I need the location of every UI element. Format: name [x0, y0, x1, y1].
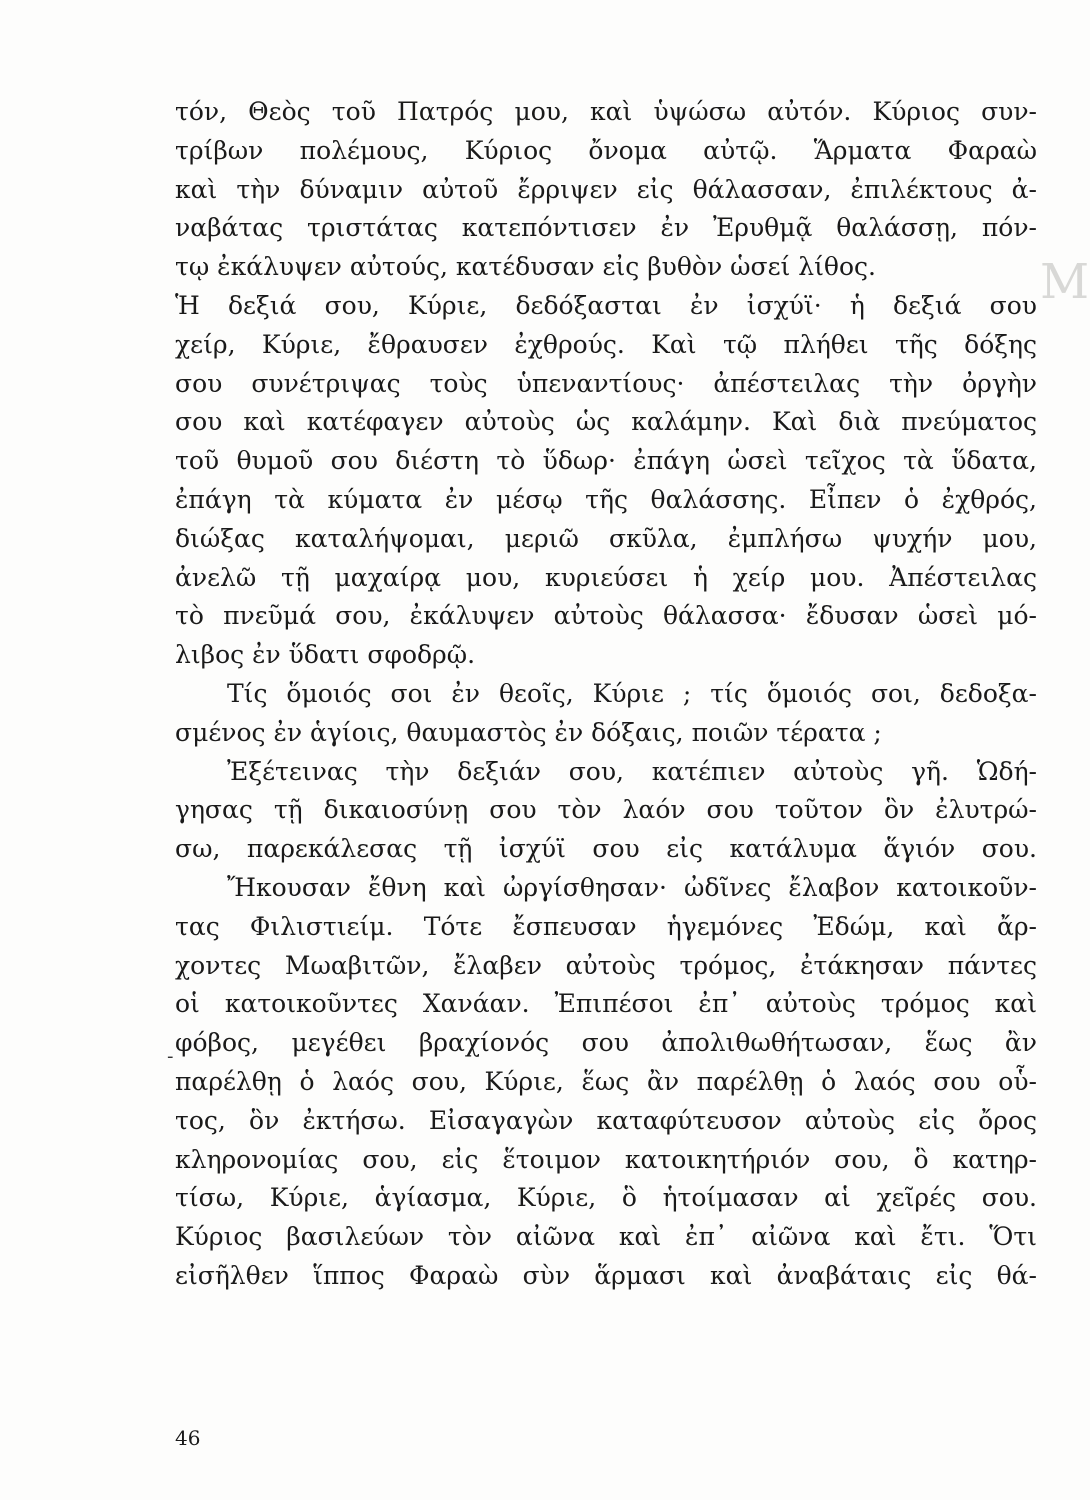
- margin-mark: -: [167, 1046, 174, 1067]
- text-line: γησας τῇ δικαιοσύνῃ σου τὸν λαόν σου τοῦτον ὃν ἐλυτρώ-: [175, 795, 1037, 825]
- text-line: ἐπάγη τὰ κύματα ἐν μέσῳ τῆς θαλάσσης. Εἶπεν ὁ ἐχθρός,: [175, 484, 1037, 514]
- text-line: τρίβων πολέμους, Κύριος ὄνομα αὐτῷ. Ἅρματα Φαραὼ: [175, 135, 1037, 165]
- text-line: χοντες Μωαβιτῶν, ἔλαβεν αὐτοὺς τρόμος, ἐτάκησαν πάντες: [175, 950, 1037, 980]
- text-line: Ἤκουσαν ἔθνη καὶ ὠργίσθησαν· ὠδῖνες ἔλαβον κατοικοῦν-: [227, 872, 1037, 902]
- text-line: σω, παρεκάλεσας τῇ ἰσχύϊ σου εἰς κατάλυμα ἅγιόν σου.: [175, 834, 1037, 864]
- text-line: φόβος, μεγέθει βραχίονός σου ἀπολιθωθήτωσαν, ἕως ἂν: [175, 1028, 1037, 1058]
- text-line: παρέλθῃ ὁ λαός σου, Κύριε, ἕως ἂν παρέλθῃ ὁ λαός σου οὗ-: [175, 1066, 1037, 1096]
- body-text: [175, 93, 1037, 1296]
- text-line: Ἡ δεξιά σου, Κύριε, δεδόξασται ἐν ἰσχύϊ· ἡ δεξιά σου: [175, 290, 1037, 320]
- text-line: εἰσῆλθεν ἵππος Φαραὼ σὺν ἅρμασι καὶ ἀναβάταις εἰς θά-: [175, 1260, 1037, 1290]
- text-line: τοῦ θυμοῦ σου διέστη τὸ ὕδωρ· ἐπάγη ὡσεὶ τεῖχος τὰ ὕδατα,: [175, 446, 1037, 476]
- text-line: οἱ κατοικοῦντες Χανάαν. Ἐπιπέσοι ἐπ᾽ αὐτοὺς τρόμος καὶ: [175, 989, 1037, 1019]
- text-line: τίσω, Κύριε, ἁγίασμα, Κύριε, ὃ ἡτοίμασαν αἱ χεῖρές σου.: [175, 1183, 1037, 1213]
- text-line: καὶ τὴν δύναμιν αὐτοῦ ἔρριψεν εἰς θάλασσαν, ἐπιλέκτους ἀ-: [175, 174, 1037, 204]
- page-number: 46: [175, 1426, 201, 1450]
- text-line: Τίς ὅμοιός σοι ἐν θεοῖς, Κύριε ; τίς ὅμοιός σοι, δεδοξα-: [227, 678, 1037, 708]
- text-line: χείρ, Κύριε, ἔθραυσεν ἐχθρούς. Καὶ τῷ πλήθει τῆς δόξης: [175, 329, 1037, 359]
- text-line: κληρονομίας σου, εἰς ἕτοιμον κατοικητήριόν σου, ὃ κατηρ-: [175, 1144, 1037, 1174]
- text-line: ἀνελῶ τῇ μαχαίρᾳ μου, κυριεύσει ἡ χείρ μου. Ἀπέστειλας: [175, 562, 1037, 592]
- text-line: σου καὶ κατέφαγεν αὐτοὺς ὡς καλάμην. Καὶ διὰ πνεύματος: [175, 407, 1037, 437]
- text-line: τὸ πνεῦμά σου, ἐκάλυψεν αὐτοὺς θάλασσα· ἔδυσαν ὡσεὶ μό-: [175, 601, 1037, 631]
- text-line: λιβος ἐν ὕδατι σφοδρῷ.: [175, 640, 476, 670]
- text-line: τόν, Θεὸς τοῦ Πατρός μου, καὶ ὑψώσω αὐτόν. Κύριος συν-: [175, 97, 1037, 126]
- text-line: σμένος ἐν ἁγίοις, θαυμαστὸς ἐν δόξαις, ποιῶν τέρατα ;: [175, 717, 882, 747]
- text-line: τῳ ἐκάλυψεν αὐτούς, κατέδυσαν εἰς βυθὸν ὡσεί λίθος.: [175, 252, 876, 282]
- text-line: τας Φιλιστιείμ. Τότε ἔσπευσαν ἡγεμόνες Ἐδώμ, καὶ ἄρ-: [175, 911, 1037, 941]
- text-line: Κύριος βασιλεύων τὸν αἰῶνα καὶ ἐπ᾽ αἰῶνα καὶ ἔτι. Ὅτι: [175, 1222, 1037, 1252]
- text-line: Ἐξέτεινας τὴν δεξιάν σου, κατέπιεν αὐτοὺς γῆ. Ὡδή-: [227, 756, 1037, 786]
- text-line: διώξας καταλήψομαι, μεριῶ σκῦλα, ἐμπλήσω ψυχήν μου,: [175, 523, 1037, 553]
- text-line: ναβάτας τριστάτας κατεπόντισεν ἐν Ἐρυθμᾷ θαλάσσῃ, πόν-: [175, 213, 1037, 243]
- text-line: σου συνέτριψας τοὺς ὑπεναντίους· ἀπέστειλας τὴν ὀργὴν: [175, 368, 1037, 398]
- bleed-through-glyph: M: [1040, 254, 1090, 310]
- text-line: τος, ὃν ἐκτήσω. Εἰσαγαγὼν καταφύτευσον αὐτοὺς εἰς ὄρος: [175, 1105, 1037, 1135]
